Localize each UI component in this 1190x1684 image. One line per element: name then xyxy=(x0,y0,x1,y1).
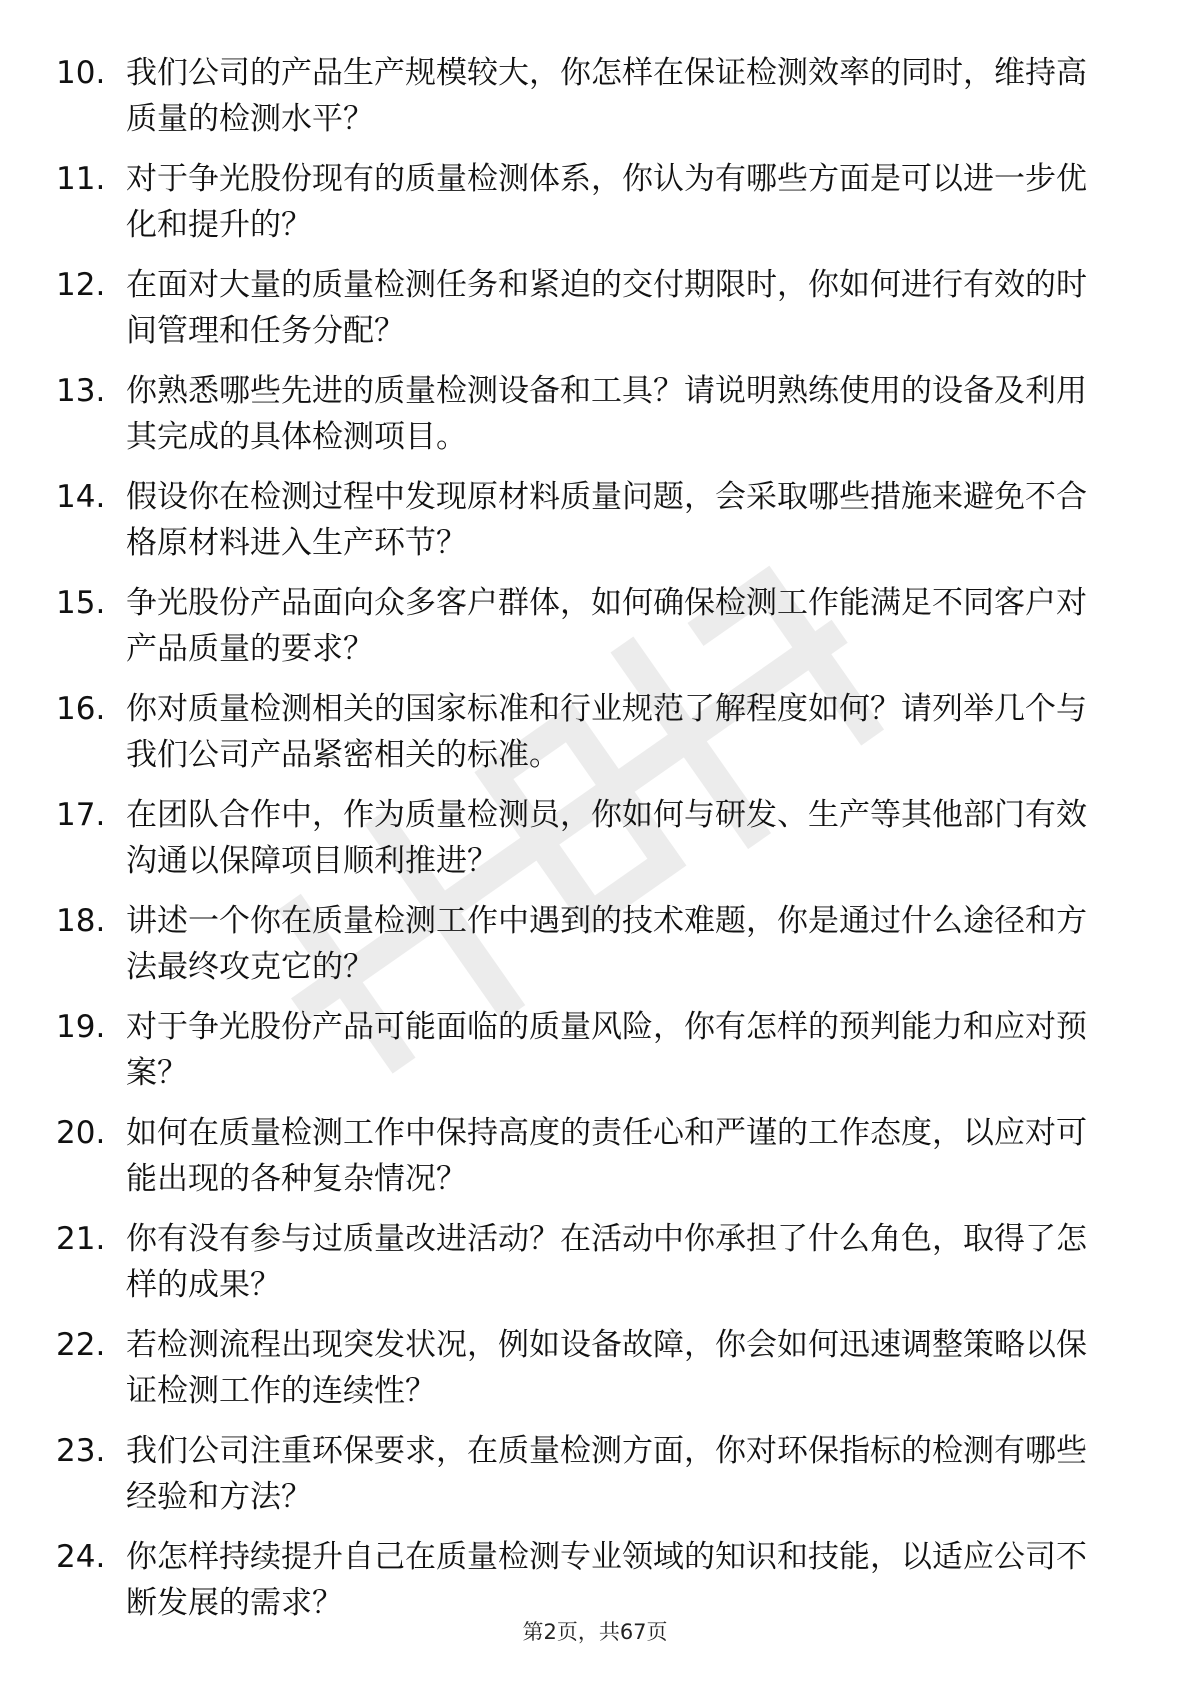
question-text: 你对质量检测相关的国家标准和行业规范了解程度如何？请列举几个与我们公司产品紧密相关的标准。 xyxy=(126,691,1087,773)
question-list xyxy=(56,50,1116,1640)
question-item xyxy=(56,262,1116,368)
question-item xyxy=(56,368,1116,474)
question-number: 22. xyxy=(56,1327,106,1363)
question-item xyxy=(56,156,1116,262)
question-text: 你有没有参与过质量改进活动？在活动中你承担了什么角色，取得了怎样的成果？ xyxy=(126,1221,1087,1303)
question-text: 争光股份产品面向众多客户群体，如何确保检测工作能满足不同客户对产品质量的要求？ xyxy=(126,585,1087,667)
question-number: 23. xyxy=(56,1433,106,1469)
question-item xyxy=(56,474,1116,580)
question-item xyxy=(56,1110,1116,1216)
question-item xyxy=(56,50,1116,156)
question-text: 你怎样持续提升自己在质量检测专业领域的知识和技能，以适应公司不断发展的需求？ xyxy=(126,1539,1087,1621)
question-number: 19. xyxy=(56,1009,106,1045)
question-item xyxy=(56,898,1116,1004)
question-number: 15. xyxy=(56,585,106,621)
question-number: 11. xyxy=(56,161,106,197)
question-item xyxy=(56,580,1116,686)
question-number: 20. xyxy=(56,1115,106,1151)
question-number: 18. xyxy=(56,903,106,939)
question-text: 你熟悉哪些先进的质量检测设备和工具？请说明熟练使用的设备及利用其完成的具体检测项目。 xyxy=(126,373,1087,455)
question-number: 13. xyxy=(56,373,106,409)
question-number: 16. xyxy=(56,691,106,727)
question-text: 我们公司的产品生产规模较大，你怎样在保证检测效率的同时，维持高质量的检测水平？ xyxy=(126,55,1087,137)
question-number: 12. xyxy=(56,267,106,303)
question-text: 如何在质量检测工作中保持高度的责任心和严谨的工作态度，以应对可能出现的各种复杂情况？ xyxy=(126,1115,1087,1197)
question-number: 21. xyxy=(56,1221,106,1257)
question-text: 讲述一个你在质量检测工作中遇到的技术难题，你是通过什么途径和方法最终攻克它的？ xyxy=(126,903,1087,985)
question-number: 24. xyxy=(56,1539,106,1575)
question-number: 17. xyxy=(56,797,106,833)
page-number: 第2页，共67页 xyxy=(522,1620,668,1644)
question-item xyxy=(56,792,1116,898)
question-text: 假设你在检测过程中发现原材料质量问题，会采取哪些措施来避免不合格原材料进入生产环节？ xyxy=(126,479,1087,561)
question-text: 我们公司注重环保要求，在质量检测方面，你对环保指标的检测有哪些经验和方法？ xyxy=(126,1433,1087,1515)
question-text: 对于争光股份产品可能面临的质量风险，你有怎样的预判能力和应对预案？ xyxy=(126,1009,1087,1091)
question-item xyxy=(56,1322,1116,1428)
question-item xyxy=(56,686,1116,792)
question-text: 在面对大量的质量检测任务和紧迫的交付期限时，你如何进行有效的时间管理和任务分配？ xyxy=(126,267,1087,349)
question-text: 若检测流程出现突发状况，例如设备故障，你会如何迅速调整策略以保证检测工作的连续性？ xyxy=(126,1327,1087,1409)
question-item xyxy=(56,1004,1116,1110)
question-item xyxy=(56,1216,1116,1322)
question-number: 10. xyxy=(56,55,106,91)
question-text: 对于争光股份现有的质量检测体系，你认为有哪些方面是可以进一步优化和提升的？ xyxy=(126,161,1087,243)
question-text: 在团队合作中，作为质量检测员，你如何与研发、生产等其他部门有效沟通以保障项目顺利推进？ xyxy=(126,797,1087,879)
question-item xyxy=(56,1428,1116,1534)
question-number: 14. xyxy=(56,479,106,515)
